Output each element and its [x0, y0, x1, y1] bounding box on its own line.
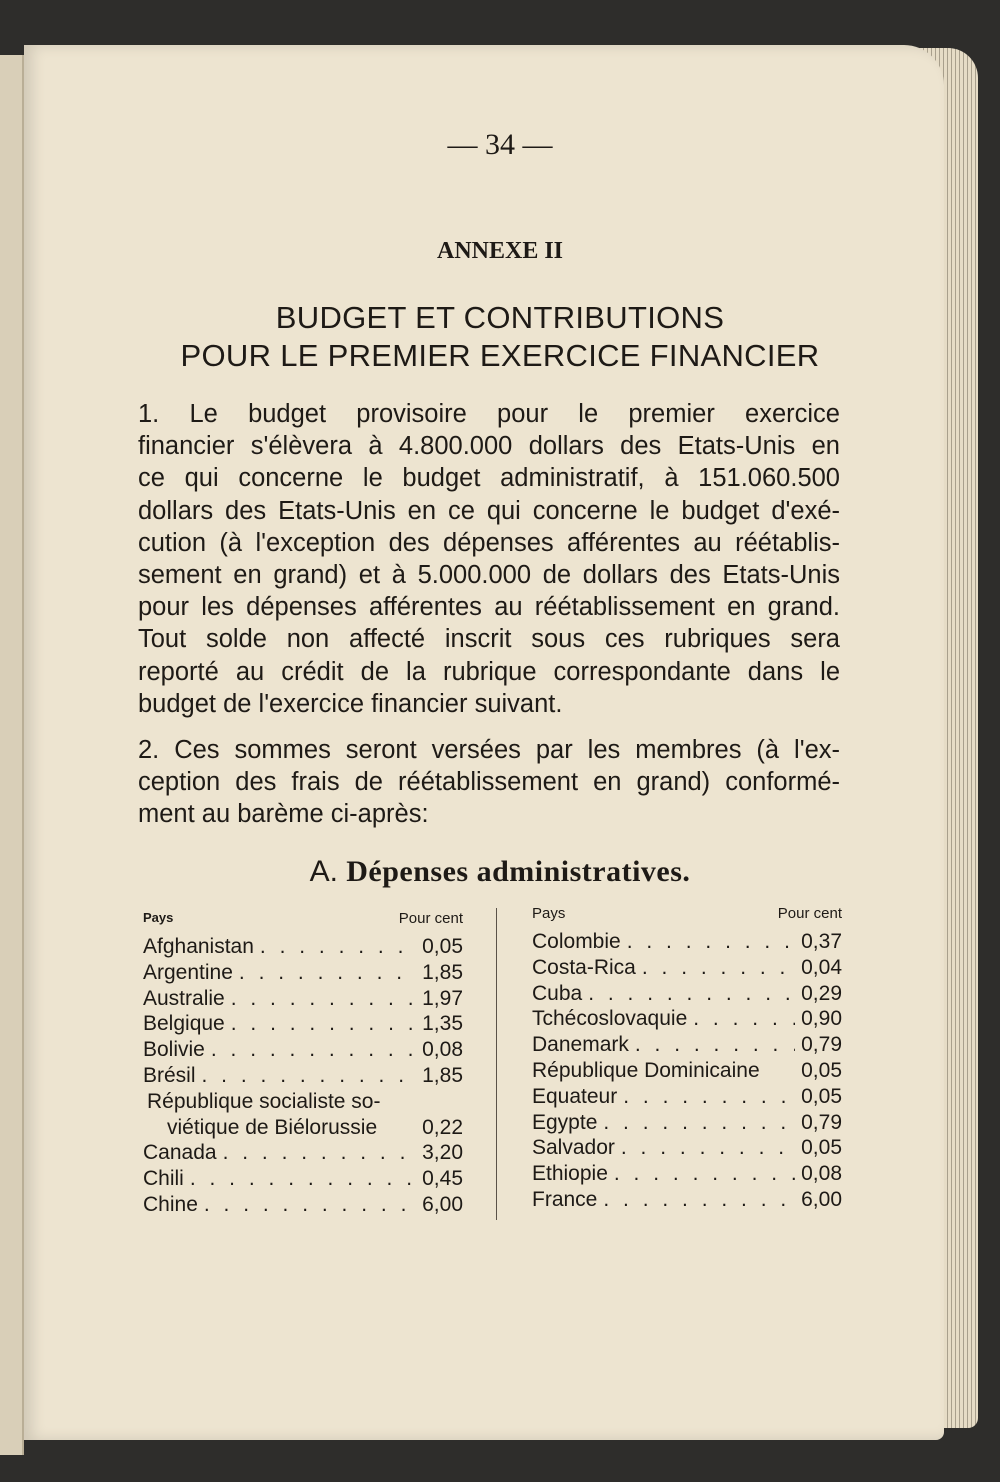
table-row — [532, 1084, 842, 1110]
country-name: Afghanistan — [143, 935, 254, 958]
table-row — [532, 1110, 842, 1136]
percent-value: 0,79 — [801, 1110, 842, 1134]
country-name: Argentine — [143, 960, 233, 984]
table-row — [143, 960, 463, 986]
percent-value: 1,85 — [422, 960, 463, 984]
table-row — [532, 981, 842, 1007]
percent-value: 6,00 — [422, 1192, 463, 1216]
percent-value: 1,85 — [422, 1063, 463, 1087]
table-row — [143, 1192, 463, 1218]
paragraph-line: budget de l'exercice financier suivant. — [138, 689, 563, 718]
country-name: viétique de Biélorussie — [167, 1115, 378, 1139]
country-name: Australie — [143, 986, 225, 1010]
leader-dots — [260, 934, 416, 960]
leader-dots — [603, 1110, 795, 1136]
leader-dots — [642, 955, 795, 981]
leader-dots — [223, 1140, 417, 1166]
paragraph-line: ce qui concerne le budget administratif, à 151.060.500 — [138, 464, 840, 493]
paragraph-line: Tout solde non affecté inscrit sous ces rubriques sera — [138, 625, 840, 654]
leader-dots — [190, 1166, 416, 1192]
percent-value: 0,29 — [801, 981, 842, 1005]
title-line-2: POUR LE PREMIER EXERCICE FINANCIER — [180, 338, 820, 373]
country-name: Canada — [143, 1141, 217, 1165]
percent-value: 1,35 — [422, 1012, 463, 1036]
percent-value: 0,22 — [422, 1115, 463, 1139]
leader-dots — [231, 1011, 416, 1037]
paragraph-line: 2. Ces sommes seront versées par les membres (à l'ex- — [138, 736, 840, 764]
percent-value: 6,00 — [801, 1187, 842, 1211]
table-right-column — [532, 905, 842, 1213]
table-row — [143, 986, 463, 1012]
paragraph-line: 1. Le budget provisoire pour le premier exercice — [138, 400, 840, 428]
paragraph-line: financier s'élèvera à 4.800.000 dollars des Etats-Unis en — [138, 432, 840, 461]
paragraph-line: dollars des Etats-Unis en ce qui concerne le budget d'exé- — [138, 496, 840, 525]
paragraph-2 — [138, 734, 840, 831]
percent-value: 0,05 — [801, 1136, 842, 1160]
country-name: France — [532, 1187, 598, 1211]
percent-value: 0,05 — [801, 1058, 842, 1082]
header-country: Pays — [532, 905, 566, 922]
table-header — [532, 905, 842, 929]
percent-value: 0,08 — [801, 1162, 842, 1186]
country-name: Chili — [143, 1167, 184, 1191]
section-heading — [0, 855, 1000, 889]
paragraph-line: pour les dépenses afférentes au réétablissement en grand. — [138, 593, 840, 622]
leader-dots — [603, 1187, 795, 1213]
paragraph-line: ment au barème ci-après: — [138, 800, 429, 829]
table-row — [532, 1161, 842, 1187]
country-name: Ethiopie — [532, 1162, 608, 1186]
percent-value: 0,05 — [422, 935, 463, 958]
leader-dots — [204, 1192, 416, 1218]
table-row — [532, 1006, 842, 1032]
table-row — [143, 1063, 463, 1089]
table-row — [143, 934, 463, 960]
leader-dots — [623, 1084, 795, 1110]
leader-dots — [211, 1037, 416, 1063]
paragraph-1 — [138, 398, 840, 720]
table-row — [532, 1135, 842, 1161]
paragraph-line: sement en grand) et à 5.000.000 de dollars des Etats-Unis — [138, 560, 840, 589]
section-title: Dépenses administratives. — [346, 855, 691, 888]
percent-value: 0,79 — [801, 1033, 842, 1057]
percent-value: 0,90 — [801, 1007, 842, 1031]
country-name: Salvador — [532, 1136, 615, 1160]
country-name: Equateur — [532, 1084, 618, 1108]
table-row — [532, 955, 842, 981]
country-name: Egypte — [532, 1110, 598, 1134]
leader-dots — [614, 1161, 795, 1187]
column-divider — [496, 908, 497, 1220]
country-name: Belgique — [143, 1012, 225, 1036]
percent-value: 0,08 — [422, 1038, 463, 1062]
previous-page-edge — [0, 55, 24, 1455]
country-name: Brésil — [143, 1063, 196, 1087]
header-percent: Pour cent — [777, 905, 842, 922]
header-country: Pays — [143, 910, 174, 925]
leader-dots — [239, 960, 416, 986]
country-name: Bolivie — [143, 1038, 205, 1062]
country-name: Danemark — [532, 1033, 629, 1057]
table-row — [143, 1089, 463, 1115]
leader-dots — [621, 1135, 795, 1161]
table-row — [532, 1187, 842, 1213]
annex-heading: ANNEXE II — [436, 238, 564, 264]
table-row — [143, 1140, 463, 1166]
section-letter: A. — [309, 855, 338, 888]
leader-dots — [231, 986, 416, 1012]
country-name: Colombie — [532, 930, 621, 953]
leader-dots — [627, 929, 795, 955]
percent-value: 0,04 — [801, 955, 842, 979]
percent-value: 0,45 — [422, 1167, 463, 1191]
country-name: Costa-Rica — [532, 955, 636, 979]
table-row — [532, 929, 842, 955]
table-row — [143, 1037, 463, 1063]
table-row — [143, 1115, 463, 1141]
leader-dots — [202, 1063, 417, 1089]
percent-value: 0,05 — [801, 1084, 842, 1108]
table-row — [532, 1032, 842, 1058]
paragraph-line: reporté au crédit de la rubrique correspondante dans le — [138, 657, 840, 686]
country-name: République Dominicaine — [532, 1058, 760, 1082]
title-line-1: BUDGET ET CONTRIBUTIONS — [275, 300, 725, 335]
table-left-column — [143, 910, 463, 1218]
table-header — [143, 910, 463, 934]
percent-value: 1,97 — [422, 986, 463, 1010]
leader-dots — [635, 1032, 795, 1058]
country-name: République socialiste so- — [147, 1089, 381, 1113]
page-number: — 34 — — [447, 128, 553, 161]
paragraph-line: cution (à l'exception des dépenses afférentes au réétablis- — [138, 528, 840, 557]
percent-value: 3,20 — [422, 1141, 463, 1165]
header-percent: Pour cent — [398, 910, 463, 927]
leader-dots — [588, 981, 795, 1007]
paragraph-line: ception des frais de réétablissement en grand) conformé- — [138, 768, 840, 797]
country-name: Chine — [143, 1192, 198, 1216]
table-row — [143, 1166, 463, 1192]
percent-value: 0,37 — [801, 930, 842, 953]
table-row — [532, 1058, 842, 1084]
table-row — [143, 1011, 463, 1037]
leader-dots — [693, 1006, 795, 1032]
country-name: Tchécoslovaquie — [532, 1007, 688, 1031]
country-name: Cuba — [532, 981, 583, 1005]
